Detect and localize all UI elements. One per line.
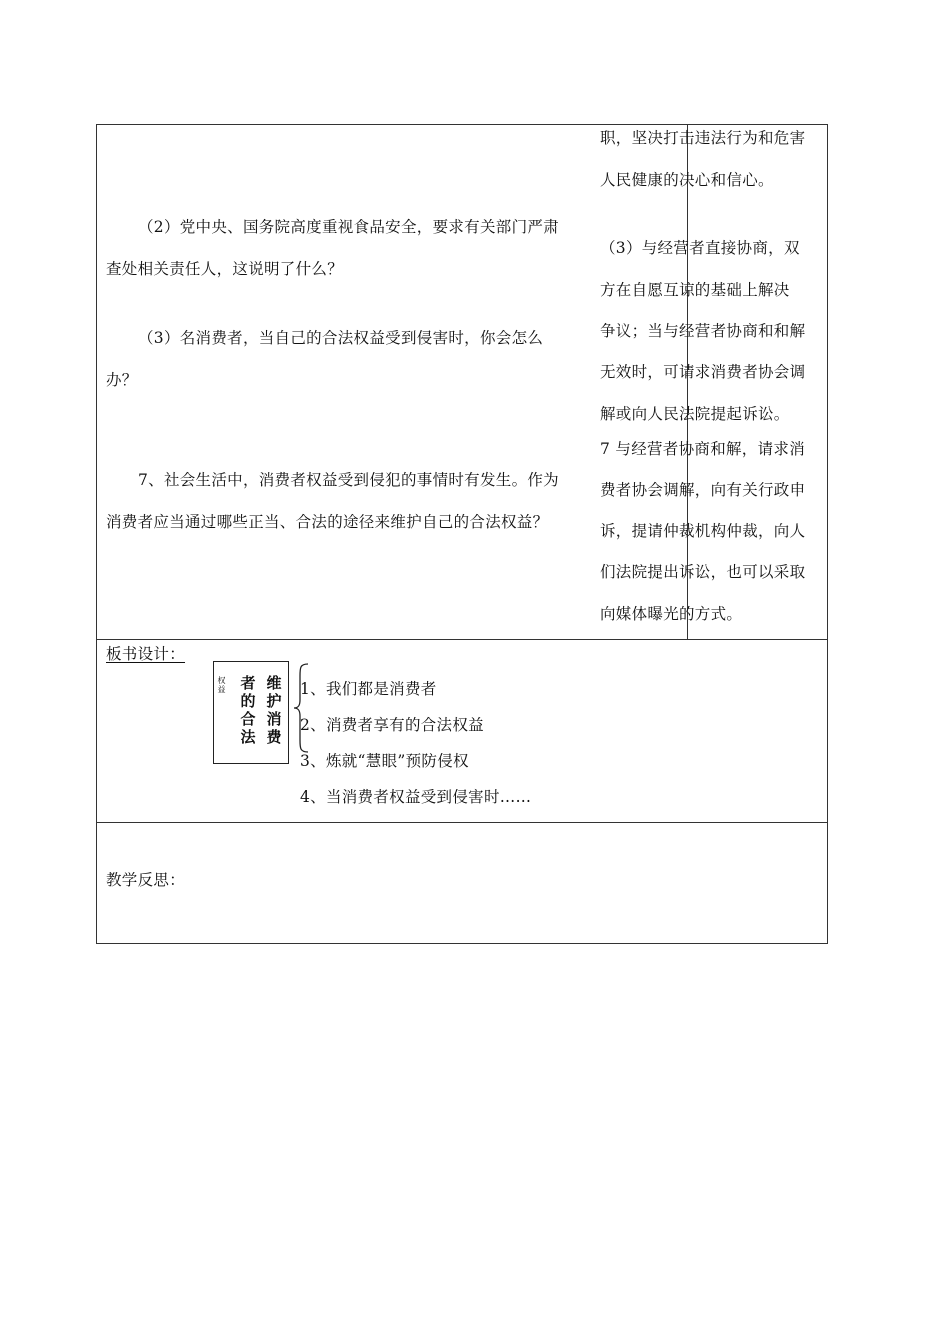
answer-7-line-3: 诉，提请仲裁机构仲裁，向人	[600, 522, 806, 540]
answer-7-line-4: 们法院提出诉讼，也可以采取	[600, 563, 806, 581]
answer-7-line-2: 费者协会调解，向有关行政申	[600, 481, 806, 499]
answer-7-line-5: 向媒体曝光的方式。	[600, 605, 743, 623]
board-title-box	[213, 661, 289, 764]
question-3-line-1: （3）名消费者，当自己的合法权益受到侵害时，你会怎么	[138, 329, 544, 347]
answer-3-line-3: 争议；当与经营者协商和和解	[600, 322, 806, 340]
board-item-1: 1、我们都是消费者	[300, 680, 437, 698]
teaching-reflection-label: 教学反思：	[106, 871, 186, 889]
board-design-heading: 板书设计：	[106, 645, 186, 663]
curly-brace-icon	[292, 662, 312, 754]
answer-3-line-2: 方在自愿互谅的基础上解决	[600, 281, 790, 299]
board-title-column-1: 维 护 消 费	[266, 674, 282, 746]
answer-3-line-5: 解或向人民法院提起诉讼。	[600, 405, 790, 423]
board-title-column-3: 权 益	[217, 676, 226, 694]
question-7-line-2: 消费者应当通过哪些正当、合法的途径来维护自己的合法权益？	[106, 513, 549, 531]
board-item-4: 4、当消费者权益受到侵害时……	[300, 788, 532, 806]
answer-2-line-1: 职，坚决打击违法行为和危害	[600, 129, 806, 147]
question-7-line-1: 7、社会生活中，消费者权益受到侵犯的事情时有发生。作为	[138, 471, 559, 489]
answer-7-line-1: 7 与经营者协商和解，请求消	[600, 440, 805, 458]
answer-2-line-2: 人民健康的决心和信心。	[600, 171, 774, 189]
answer-3-line-4: 无效时，可请求消费者协会调	[600, 363, 806, 381]
board-title-column-2: 者 的 合 法	[240, 674, 256, 746]
row-divider	[97, 639, 827, 640]
row-divider	[97, 822, 827, 823]
board-item-2: 2、消费者享有的合法权益	[300, 716, 484, 734]
answer-3-line-1: （3）与经营者直接协商，双	[600, 239, 800, 257]
question-2-line-2: 查处相关责任人，这说明了什么？	[106, 260, 344, 278]
question-3-line-2: 办？	[106, 371, 138, 389]
question-2-line-1: （2）党中央、国务院高度重视食品安全，要求有关部门严肃	[138, 218, 559, 236]
board-item-3: 3、炼就“慧眼”预防侵权	[300, 752, 469, 770]
